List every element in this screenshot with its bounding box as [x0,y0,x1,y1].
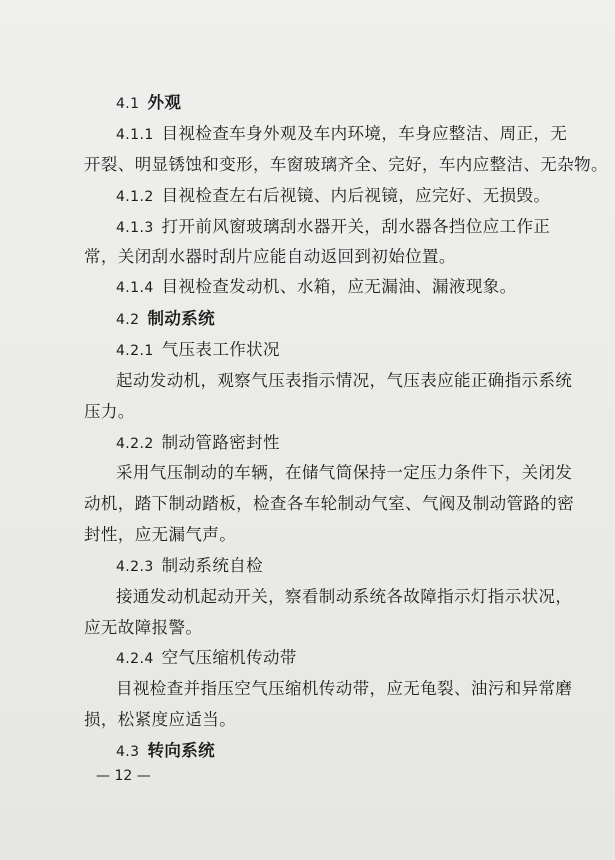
paragraph-4-2-1-line1: 起动发动机，观察气压表指示情况，气压表应能正确指示系统 [116,371,573,390]
section-number: 4.2 [116,312,140,328]
section-number: 4.1 [116,96,140,112]
paragraph-4-2-3-line1: 接通发动机起动开关，察看制动系统各故障指示灯指示状况， [116,587,573,606]
clause-title: 气压表工作状况 [161,340,280,359]
clause-4-2-2-heading [116,432,556,455]
paragraph-4-2-1-line2: 压力。 [84,402,135,421]
clause-number: 4.1.1 [116,127,154,143]
paragraph-4-2-2-line2: 动机，踏下制动踏板，检查各车轮制动气室、气阀及制动管路的密 [84,494,575,513]
clause-number: 4.1.4 [116,280,154,296]
clause-4-2-1-heading [116,339,556,362]
paragraph-4-1-4 [116,276,556,299]
clause-4-2-4-heading [116,647,556,670]
clause-text: 打开前风窗玻璃刮水器开关，刮水器各挡位应工作正 [161,217,551,236]
paragraph-4-2-4-line2: 损，松紧度应适当。 [84,710,237,729]
paragraph-4-1-1-line2: 开裂、明显锈蚀和变形，车窗玻璃齐全、完好，车内应整洁、无杂物。 [84,155,608,174]
clause-number: 4.2.1 [116,343,154,359]
section-number: 4.3 [116,744,140,760]
section-4-1-heading [116,92,556,115]
clause-text: 目视检查车身外观及车内环境，车身应整洁、周正，无 [161,124,568,143]
paragraph-4-2-2-line3: 封性，应无漏气声。 [84,525,237,544]
section-title: 制动系统 [147,309,216,328]
section-title: 转向系统 [147,741,216,760]
paragraph-4-1-2 [116,185,556,208]
section-title: 外观 [147,93,182,112]
clause-title: 制动系统自检 [161,556,264,575]
paragraph-4-2-3-line2: 应无故障报警。 [84,618,203,637]
clause-text: 目视检查左右后视镜、内后视镜，应完好、无损毁。 [161,186,551,205]
section-4-3-heading [116,740,556,763]
paragraph-4-1-3-line2: 常，关闭刮水器时刮片应能自动返回到初始位置。 [84,247,456,266]
clause-number: 4.2.3 [116,559,154,575]
paragraph-4-1-1-line1 [116,123,568,146]
paragraph-4-2-2-line1: 采用气压制动的车辆，在储气筒保持一定压力条件下，关闭发 [116,463,573,482]
clause-text: 目视检查发动机、水箱，应无漏油、漏液现象。 [161,277,517,296]
paragraph-4-1-3-line1 [116,216,556,239]
clause-number: 4.2.2 [116,436,154,452]
page-number: — 12 — [96,768,151,784]
clause-number: 4.1.3 [116,220,154,236]
clause-number: 4.2.4 [116,651,154,667]
clause-number: 4.1.2 [116,189,154,205]
paragraph-4-2-4-line1: 目视检查并指压空气压缩机传动带，应无龟裂、油污和异常磨 [116,679,573,698]
clause-title: 空气压缩机传动带 [161,648,297,667]
clause-4-2-3-heading [116,555,556,578]
clause-title: 制动管路密封性 [161,433,280,452]
section-4-2-heading [116,308,556,331]
